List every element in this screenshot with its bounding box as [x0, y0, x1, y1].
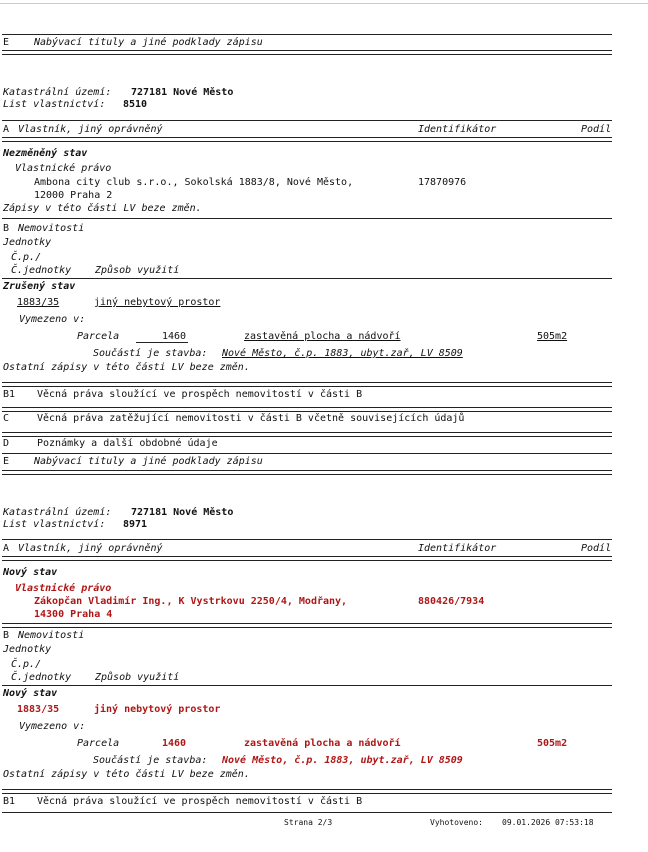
ku-label: Katastrální území:	[3, 507, 112, 518]
separator	[2, 278, 612, 279]
separator-double	[2, 137, 612, 142]
usage-label: Způsob využití	[95, 672, 180, 683]
section-a-title: Vlastník, jiný oprávněný	[18, 124, 163, 135]
building-value: Nové Město, č.p. 1883, ubyt.zař, LV 8509	[222, 755, 463, 766]
ku-label: Katastrální území:	[3, 87, 112, 98]
lv-value: 8510	[123, 99, 148, 110]
lv-label: List vlastnictví:	[3, 99, 106, 110]
state-heading: Zrušený stav	[3, 281, 76, 292]
owner-line-1: Ambona city club s.r.o., Sokolská 1883/8, Nové Město,	[34, 177, 354, 188]
ownership-right-label: Vlastnické právo	[15, 163, 112, 174]
separator-double	[2, 407, 612, 412]
lv-value: 8971	[123, 519, 148, 530]
separator	[2, 685, 612, 686]
separator-double	[2, 556, 612, 561]
section-b1-title: Věcná práva sloužící ve prospěch nemovitostí v části B	[37, 796, 363, 807]
created-label: Vyhotoveno:	[430, 818, 483, 827]
state-heading: Nezměněný stav	[3, 148, 88, 159]
building-part-label: Součástí je stavba:	[93, 755, 208, 766]
section-letter-e: E	[3, 37, 10, 48]
parcel-number: 1460	[162, 331, 187, 342]
ku-value: 727181 Nové Město	[131, 87, 234, 98]
section-b-title: Nemovitosti	[18, 630, 85, 641]
cp-label: Č.p./	[11, 659, 42, 670]
section-letter-b1: B1	[3, 389, 16, 400]
parcel-usage: zastavěná plocha a nádvoří	[244, 331, 401, 342]
parcel-label: Parcela	[77, 331, 120, 342]
section-d-title: Poznámky a další obdobné údaje	[37, 438, 218, 449]
unit-number-label: Č.jednotky	[11, 672, 72, 683]
separator-double	[2, 470, 612, 475]
section-letter-e: E	[3, 456, 10, 467]
section-e-title: Nabývací tituly a jiné podklady zápisu	[34, 456, 263, 467]
parcel-usage: zastavěná plocha a nádvoří	[244, 738, 401, 749]
ownership-right-label: Vlastnické právo	[15, 583, 112, 594]
owner-identifier: 17870976	[418, 177, 467, 188]
section-b-title: Nemovitosti	[18, 223, 85, 234]
units-label: Jednotky	[3, 237, 52, 248]
section-letter-a: A	[3, 124, 10, 135]
section-letter-b: B	[3, 630, 10, 641]
separator-double	[2, 623, 612, 628]
section-e-title: Nabývací tituly a jiné podklady zápisu	[34, 37, 263, 48]
owner-line-1: Zákopčan Vladimír Ing., K Vystrkovu 2250/4, Modřany,	[34, 596, 348, 607]
share-header: Podíl	[581, 543, 612, 554]
section-letter-b: B	[3, 223, 10, 234]
usage-label: Způsob využití	[95, 265, 180, 276]
state-heading: Nový stav	[3, 567, 58, 578]
page-number: Strana 2/3	[284, 818, 333, 827]
separator	[2, 539, 612, 540]
section-a-title: Vlastník, jiný oprávněný	[18, 543, 163, 554]
unit-number: 1883/35	[17, 704, 60, 715]
building-value: Nové Město, č.p. 1883, ubyt.zař, LV 8509	[222, 348, 463, 359]
identifier-header: Identifikátor	[418, 124, 497, 135]
lv-label: List vlastnictví:	[3, 519, 106, 530]
separator-double	[2, 50, 612, 55]
unit-number: 1883/35	[17, 297, 60, 308]
owner-identifier: 880426/7934	[418, 596, 485, 607]
section-c-title: Věcná práva zatěžující nemovitosti v části B včetně souvisejících údajů	[37, 413, 465, 424]
separator-double	[2, 432, 612, 437]
other-no-changes-note: Ostatní zápisy v této části LV beze změn.	[3, 362, 250, 373]
unit-usage: jiný nebytový prostor	[94, 704, 221, 715]
section-letter-c: C	[3, 413, 10, 424]
building-part-label: Součástí je stavba:	[93, 348, 208, 359]
cp-label: Č.p./	[11, 252, 42, 263]
separator-double	[2, 382, 612, 387]
section-letter-b1: B1	[3, 796, 16, 807]
owner-line-2: 14300 Praha 4	[34, 609, 113, 620]
parcel-number: 1460	[162, 738, 187, 749]
units-label: Jednotky	[3, 644, 52, 655]
unit-usage: jiný nebytový prostor	[94, 297, 221, 308]
section-letter-a: A	[3, 543, 10, 554]
owner-line-2: 12000 Praha 2	[34, 190, 113, 201]
other-no-changes-note: Ostatní zápisy v této části LV beze změn.	[3, 769, 250, 780]
section-letter-d: D	[3, 438, 10, 449]
footer-separator	[2, 812, 612, 813]
separator	[2, 34, 612, 35]
separator	[2, 453, 612, 454]
defined-in-label: Vymezeno v:	[19, 314, 86, 325]
unit-number-label: Č.jednotky	[11, 265, 72, 276]
separator-double	[2, 789, 612, 794]
created-value: 09.01.2026 07:53:18	[502, 818, 594, 827]
ku-value: 727181 Nové Město	[131, 507, 234, 518]
separator	[2, 120, 612, 121]
identifier-header: Identifikátor	[418, 543, 497, 554]
top-border	[0, 0, 648, 4]
parcel-label: Parcela	[77, 738, 120, 749]
section-b1-title: Věcná práva sloužící ve prospěch nemovitostí v části B	[37, 389, 363, 400]
defined-in-label: Vymezeno v:	[19, 721, 86, 732]
separator	[2, 218, 612, 219]
state-heading: Nový stav	[3, 688, 58, 699]
parcel-area: 505m2	[537, 738, 568, 749]
parcel-area: 505m2	[537, 331, 568, 342]
share-header: Podíl	[581, 124, 612, 135]
no-changes-note: Zápisy v této části LV beze změn.	[3, 203, 202, 214]
